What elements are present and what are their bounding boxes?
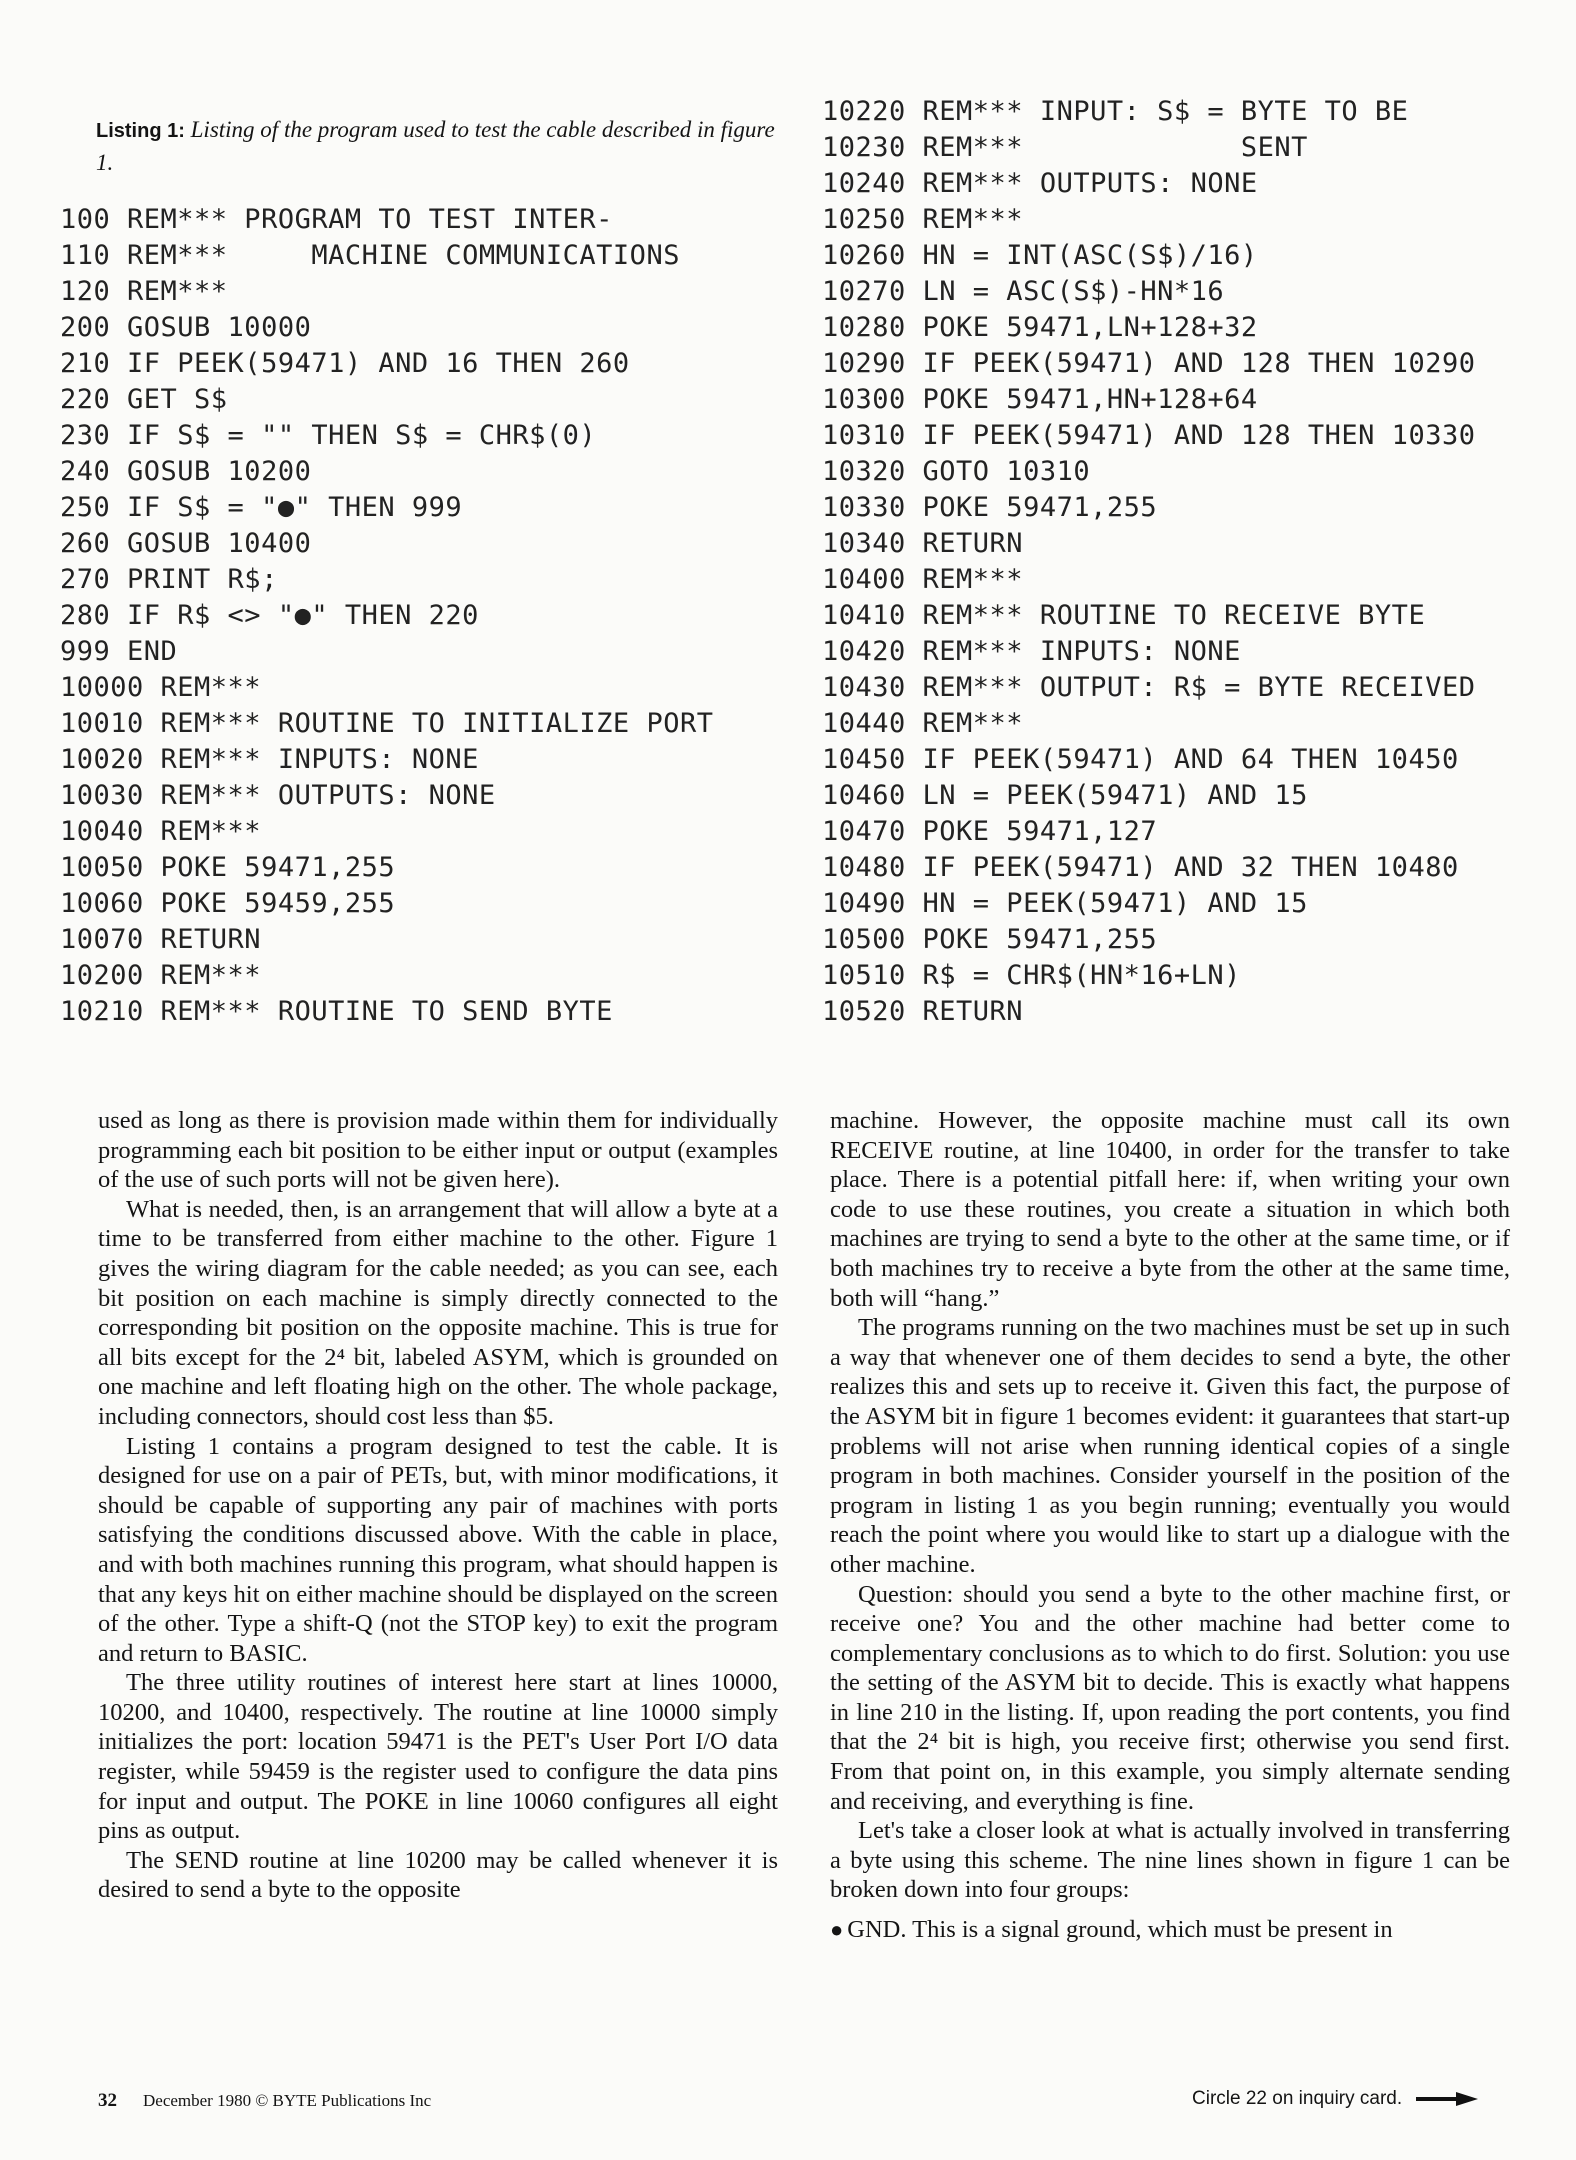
code-line: 10420 REM*** INPUTS: NONE <box>822 636 1241 667</box>
paragraph: Question: should you send a byte to the other machine first, or receive one? You and the other machine had better come to complementary conclusions as to which to do first. Solution: you use the setting of the ASYM bit to decide. This is exactly what happens in line 210 in the listing. If, upon reading the port contents, you find that the 2⁴ bit is high, you receive first; otherwise you send first. From that point on, in this example, you simply alternate sending and receiving, and everything is fine. <box>830 1580 1510 1815</box>
listing-caption <box>96 114 796 178</box>
code-line: 10330 POKE 59471,255 <box>822 492 1158 523</box>
code-line: 10020 REM*** INPUTS: NONE <box>60 744 479 775</box>
code-line: 10230 REM*** SENT <box>822 132 1308 163</box>
code-line: 10400 REM*** <box>822 564 1024 595</box>
code-line: 10200 REM*** <box>60 960 262 991</box>
code-line: 10460 LN = PEEK(59471) AND 15 <box>822 780 1308 811</box>
code-line: 10300 POKE 59471,HN+128+64 <box>822 384 1258 415</box>
article-right-column <box>830 1106 1510 1945</box>
code-line: 10060 POKE 59459,255 <box>60 888 396 919</box>
code-line: 10000 REM*** <box>60 672 262 703</box>
code-line: 250 IF S$ = "●" THEN 999 <box>60 492 463 523</box>
code-line: 10510 R$ = CHR$(HN*16+LN) <box>822 960 1241 991</box>
code-line: 10320 GOTO 10310 <box>822 456 1091 487</box>
code-line: 10430 REM*** OUTPUT: R$ = BYTE RECEIVED <box>822 672 1476 703</box>
code-line: 270 PRINT R$; <box>60 564 278 595</box>
code-line: 230 IF S$ = "" THEN S$ = CHR$(0) <box>60 420 597 451</box>
code-line: 10340 RETURN <box>822 528 1024 559</box>
caption-label: Listing 1: <box>96 120 185 142</box>
code-line: 10290 IF PEEK(59471) AND 128 THEN 10290 <box>822 348 1476 379</box>
code-line: 110 REM*** MACHINE COMMUNICATIONS <box>60 240 680 271</box>
code-line: 10250 REM*** <box>822 204 1024 235</box>
paragraph: Let's take a closer look at what is actually involved in transferring a byte using this scheme. The nine lines shown in figure 1 can be broken down into four groups: <box>830 1817 1510 1904</box>
paragraph: The three utility routines of interest here start at lines 10000, 10200, and 10400, respectively. The routine at line 10000 simply initializes the port: location 59471 is the PET's User Port I/O data register, while 59459 is the register used to configure the data pins for input and output. The POKE in line 10060 configures all eight pins as output. <box>98 1669 778 1845</box>
code-line: 220 GET S$ <box>60 384 228 415</box>
code-line: 10490 HN = PEEK(59471) AND 15 <box>822 888 1308 919</box>
code-line: 10050 POKE 59471,255 <box>60 852 396 883</box>
code-line: 10070 RETURN <box>60 924 262 955</box>
code-line: 10440 REM*** <box>822 708 1024 739</box>
code-line: 240 GOSUB 10200 <box>60 456 312 487</box>
page-footer <box>98 2090 431 2112</box>
code-line: 10260 HN = INT(ASC(S$)/16) <box>822 240 1258 271</box>
paragraph: Listing 1 contains a program designed to test the cable. It is designed for use on a pair of PETs, but, with minor modifications, it should be capable of supporting any pair of machines with ports satisfying the conditions discussed above. With the cable in place, and with both machines running this program, what should happen is that any keys hit on either machine should be displayed on the screen of the other. Type a shift-Q (not the STOP key) to exit the program and return to BASIC. <box>98 1432 778 1667</box>
code-line: 10310 IF PEEK(59471) AND 128 THEN 10330 <box>822 420 1476 451</box>
code-line: 210 IF PEEK(59471) AND 16 THEN 260 <box>60 348 630 379</box>
code-line: 10040 REM*** <box>60 816 262 847</box>
bullet-icon: ● <box>830 1917 844 1943</box>
listing-right-column <box>822 94 1475 1030</box>
code-line: 10470 POKE 59471,127 <box>822 816 1158 847</box>
code-line: 10240 REM*** OUTPUTS: NONE <box>822 168 1258 199</box>
paragraph: The SEND routine at line 10200 may be called whenever it is desired to send a byte to the opposite <box>98 1846 778 1904</box>
code-line: 10270 LN = ASC(S$)-HN*16 <box>822 276 1225 307</box>
code-line: 10210 REM*** ROUTINE TO SEND BYTE <box>60 996 613 1027</box>
publication-credit: December 1980 © BYTE Publications Inc <box>143 2091 432 2110</box>
code-line: 10280 POKE 59471,LN+128+32 <box>822 312 1258 343</box>
code-line: 10410 REM*** ROUTINE TO RECEIVE BYTE <box>822 600 1426 631</box>
paragraph: machine. However, the opposite machine must call its own RECEIVE routine, at line 10400, in order for the transfer to take place. There is a potential pitfall here: if, when writing your own code to use these routines, you create a situation in which both machines are trying to send a byte to the other at the same time, or if both machines try to receive a byte from the other at the same time, both will “hang.” <box>830 1107 1510 1312</box>
code-line: 10480 IF PEEK(59471) AND 32 THEN 10480 <box>822 852 1459 883</box>
paragraph: used as long as there is provision made within them for individually programming each bit position to be either input or output (examples of the use of such ports will not be given here). <box>98 1107 778 1194</box>
bullet-text: GND. This is a signal ground, which must be present in <box>847 1916 1393 1944</box>
code-line: 10520 RETURN <box>822 996 1024 1027</box>
inquiry-text: Circle 22 on inquiry card. <box>1192 2088 1403 2109</box>
page-number: 32 <box>98 2090 117 2111</box>
arrow-right-icon <box>1416 2092 1478 2106</box>
code-line: 10500 POKE 59471,255 <box>822 924 1158 955</box>
paragraph: The programs running on the two machines must be set up in such a way that whenever one of them decides to send a byte, the other realizes this and sets up to receive it. Given this fact, the purpose of the ASYM bit in figure 1 becomes evident: it guarantees that start-up problems will not arise when running identical copies of a single program in both machines. Consider yourself in the position of the program in listing 1 as you begin running; eventually you would reach the point where you would like to start up a dialogue with the other machine. <box>830 1314 1510 1578</box>
listing-left-column <box>60 202 713 1030</box>
code-line: 10220 REM*** INPUT: S$ = BYTE TO BE <box>822 96 1409 127</box>
code-line: 260 GOSUB 10400 <box>60 528 312 559</box>
code-line: 10450 IF PEEK(59471) AND 64 THEN 10450 <box>822 744 1459 775</box>
paragraph: What is needed, then, is an arrangement that will allow a byte at a time to be transferred from either machine to the other. Figure 1 gives the wiring diagram for the cable needed; as you can see, each bit position on each machine is simply directly connected to the corresponding bit position on the opposite machine. This is true for all bits except for the 2⁴ bit, labeled ASYM, which is grounded on one machine and left floating high on the other. The whole package, including connectors, should cost less than $5. <box>98 1195 778 1430</box>
inquiry-note <box>1192 2088 1478 2110</box>
article-left-column <box>98 1106 778 1905</box>
code-line: 120 REM*** <box>60 276 228 307</box>
code-line: 999 END <box>60 636 178 667</box>
code-line: 10010 REM*** ROUTINE TO INITIALIZE PORT <box>60 708 714 739</box>
code-line: 10030 REM*** OUTPUTS: NONE <box>60 780 496 811</box>
code-line: 280 IF R$ <> "●" THEN 220 <box>60 600 479 631</box>
bullet-paragraph <box>830 1915 1510 1945</box>
code-line: 200 GOSUB 10000 <box>60 312 312 343</box>
caption-text: Listing of the program used to test the cable described in figure 1. <box>96 117 775 175</box>
code-line: 100 REM*** PROGRAM TO TEST INTER- <box>60 204 613 235</box>
